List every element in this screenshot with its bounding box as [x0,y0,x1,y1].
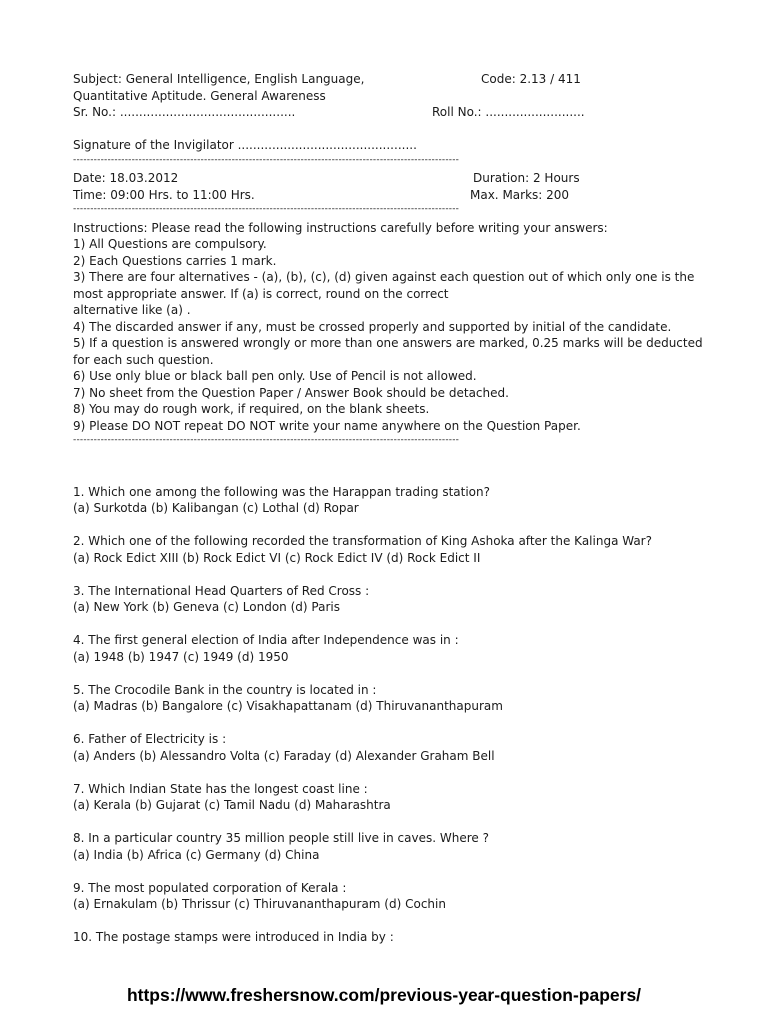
invigilator-signature: Signature of the Invigilator ............................................... [73,138,417,152]
instruction-line: 7) No sheet from the Question Paper / Answer Book should be detached. [73,385,509,400]
question-text: 7. Which Indian State has the longest coast line : [73,781,368,796]
question-item [73,731,693,781]
question-item [73,830,693,880]
instruction-line: 3) There are four alternatives - (a), (b), (c), (d) given against each question out of which only one is the [73,270,695,284]
question-options: (a) Ernakulam (b) Thrissur (c) Thiruvananthapuram (d) Cochin [73,897,446,911]
question-list [73,484,693,946]
subject-line-1: Subject: General Intelligence, English Language, [73,72,365,86]
question-paper [73,71,703,946]
question-text: 3. The International Head Quarters of Red Cross : [73,583,370,598]
question-options: (a) Surkotda (b) Kalibangan (c) Lothal (d) Ropar [73,501,359,515]
divider: ---------------------------------------------------------------------------------------------------------------- [73,154,460,165]
exam-date: Date: 18.03.2012 [73,171,179,185]
date-row [73,170,693,187]
question-item [73,880,693,930]
question-options: (a) India (b) Africa (c) Germany (d) China [73,847,320,862]
source-url[interactable]: https://www.freshersnow.com/previous-year-question-papers/ [126,985,642,1005]
exam-time: Time: 09:00 Hrs. to 11:00 Hrs. [73,187,255,202]
question-text: 8. In a particular country 35 million people still live in caves. Where ? [73,831,489,845]
subject-line-2: Quantitative Aptitude. General Awareness [73,88,326,103]
question-options: (a) 1948 (b) 1947 (c) 1949 (d) 1950 [73,649,289,664]
question-item [73,632,693,682]
question-item [73,929,693,946]
question-options: (a) Madras (b) Bangalore (c) Visakhapattanam (d) Thiruvananthapuram [73,699,503,713]
question-options: (a) Anders (b) Alessandro Volta (c) Faraday (d) Alexander Graham Bell [73,748,495,763]
instruction-line: 5) If a question is answered wrongly or more than one answers are marked, 0.25 marks will be deducted [73,336,703,350]
question-item [73,583,693,633]
divider: ---------------------------------------------------------------------------------------------------------------- [73,204,460,214]
max-marks: Max. Marks: 200 [470,187,570,202]
instructions [73,220,703,435]
instruction-line: alternative like (a) . [73,303,191,317]
question-item [73,484,693,534]
question-item [73,533,693,583]
question-text: 2. Which one of the following recorded the transformation of King Ashoka after the Kalinga War? [73,534,652,548]
question-text: 9. The most populated corporation of Kerala : [73,880,347,895]
instruction-line: 2) Each Questions carries 1 mark. [73,253,277,268]
instruction-line: 4) The discarded answer if any, must be crossed properly and supported by initial of the candidate. [73,319,672,334]
subject-row [73,71,693,88]
question-text: 5. The Crocodile Bank in the country is located in : [73,682,377,697]
sr-no: Sr. No.: .............................................. [73,105,296,119]
question-text: 1. Which one among the following was the Harappan trading station? [73,484,490,499]
roll-no: Roll No.: .......................... [432,105,585,119]
instruction-line: 8) You may do rough work, if required, on the blank sheets. [73,402,430,416]
question-text: 10. The postage stamps were introduced in India by : [73,930,394,944]
instruction-line: Instructions: Please read the following instructions carefully before writing your answers: [73,220,608,235]
time-row [73,187,693,204]
question-options: (a) Rock Edict XIII (b) Rock Edict VI (c) Rock Edict IV (d) Rock Edict II [73,550,481,565]
question-text: 4. The first general election of India after Independence was in : [73,633,459,647]
instruction-line: most appropriate answer. If (a) is correct, round on the correct [73,286,449,301]
serial-row [73,104,693,121]
question-options: (a) New York (b) Geneva (c) London (d) Paris [73,600,340,614]
instruction-line: 6) Use only blue or black ball pen only. Use of Pencil is not allowed. [73,369,477,383]
instruction-line: 9) Please DO NOT repeat DO NOT write your name anywhere on the Question Paper. [73,418,581,433]
question-options: (a) Kerala (b) Gujarat (c) Tamil Nadu (d) Maharashtra [73,798,391,812]
instruction-line: for each such question. [73,352,214,367]
exam-duration: Duration: 2 Hours [473,171,580,185]
instruction-line: 1) All Questions are compulsory. [73,237,267,251]
divider: ---------------------------------------------------------------------------------------------------------------- [73,435,460,445]
paper-code: Code: 2.13 / 411 [481,72,581,86]
question-item [73,682,693,732]
question-item [73,781,693,831]
question-text: 6. Father of Electricity is : [73,732,227,746]
